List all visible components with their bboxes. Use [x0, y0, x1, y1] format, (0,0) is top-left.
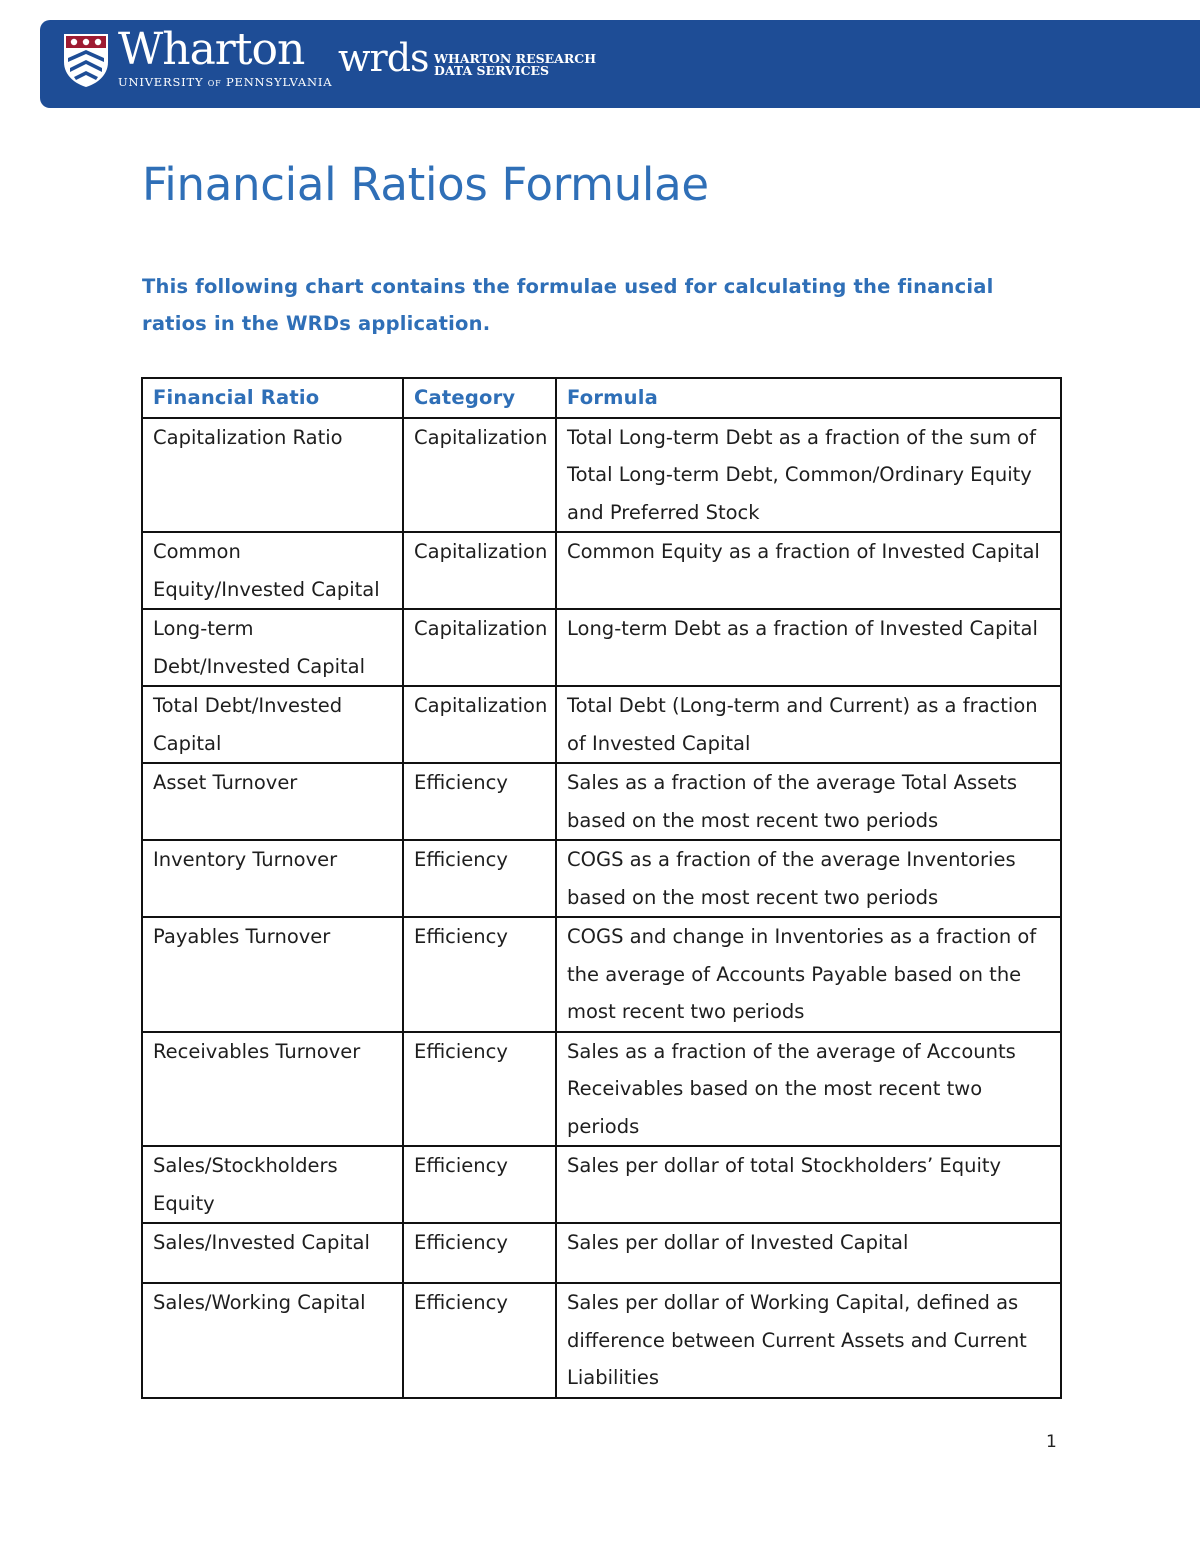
ratio-name: Common Equity/Invested Capital — [142, 532, 403, 609]
ratio-category: Capitalization — [403, 609, 556, 686]
table-row — [142, 1223, 1061, 1283]
ratio-category: Efficiency — [403, 1223, 556, 1283]
ratio-category: Efficiency — [403, 1146, 556, 1223]
table-row — [142, 840, 1061, 917]
ratio-formula: Long-term Debt as a fraction of Invested Capital — [556, 609, 1061, 686]
ratio-formula: Sales per dollar of Working Capital, defined as difference between Current Assets and Current Liabilities — [556, 1283, 1061, 1398]
table-row — [142, 763, 1061, 840]
ratio-category: Efficiency — [403, 917, 556, 1032]
table-row — [142, 1032, 1061, 1147]
ratio-category: Efficiency — [403, 840, 556, 917]
table-header-row — [142, 378, 1061, 418]
ratio-formula: COGS as a fraction of the average Inventories based on the most recent two periods — [556, 840, 1061, 917]
page-title: Financial Ratios Formulae — [142, 158, 709, 211]
page-number: 1 — [1046, 1432, 1057, 1452]
ratio-formula: Common Equity as a fraction of Invested Capital — [556, 532, 1061, 609]
header-category: Category — [403, 378, 556, 418]
table-row — [142, 418, 1061, 533]
ratio-category: Capitalization — [403, 418, 556, 533]
intro-paragraph: This following chart contains the formulae used for calculating the financial ratios in the WRDs application. — [142, 275, 994, 335]
wharton-logo-text: Wharton — [118, 24, 305, 75]
ratio-name: Capitalization Ratio — [142, 418, 403, 533]
ratio-name: Total Debt/Invested Capital — [142, 686, 403, 763]
ratio-name: Receivables Turnover — [142, 1032, 403, 1147]
table-row — [142, 1146, 1061, 1223]
header-financial-ratio: Financial Ratio — [142, 378, 403, 418]
university-name: UNIVERSITY of PENNSYLVANIA — [118, 75, 333, 89]
table-row — [142, 917, 1061, 1032]
wrds-full-name-line1: WHARTON RESEARCH — [434, 51, 596, 66]
wrds-logo-text: wrds — [338, 36, 429, 80]
ratio-formula: Total Debt (Long-term and Current) as a fraction of Invested Capital — [556, 686, 1061, 763]
ratio-category: Efficiency — [403, 1032, 556, 1147]
ratio-name: Inventory Turnover — [142, 840, 403, 917]
ratio-formula: Sales as a fraction of the average Total Assets based on the most recent two periods — [556, 763, 1061, 840]
header-formula: Formula — [556, 378, 1061, 418]
table-row — [142, 609, 1061, 686]
ratio-name: Asset Turnover — [142, 763, 403, 840]
ratio-category: Capitalization — [403, 532, 556, 609]
ratio-name: Sales/Invested Capital — [142, 1223, 403, 1283]
ratio-category: Efficiency — [403, 1283, 556, 1398]
ratio-category: Efficiency — [403, 763, 556, 840]
wrds-full-name-line2: DATA SERVICES — [434, 63, 550, 78]
penn-shield-icon — [62, 32, 110, 88]
ratio-formula: Total Long-term Debt as a fraction of the sum of Total Long-term Debt, Common/Ordinary Equity and Preferred Stock — [556, 418, 1061, 533]
table-row — [142, 686, 1061, 763]
wrds-full-name — [434, 53, 596, 77]
ratio-name: Payables Turnover — [142, 917, 403, 1032]
ratio-name: Long-term Debt/Invested Capital — [142, 609, 403, 686]
ratio-formula: Sales as a fraction of the average of Accounts Receivables based on the most recent two periods — [556, 1032, 1061, 1147]
ratio-formula: Sales per dollar of Invested Capital — [556, 1223, 1061, 1283]
ratio-name: Sales/Working Capital — [142, 1283, 403, 1398]
ratio-formula: Sales per dollar of total Stockholders’ Equity — [556, 1146, 1061, 1223]
table-row — [142, 532, 1061, 609]
ratio-category: Capitalization — [403, 686, 556, 763]
ratios-table — [141, 377, 1062, 1399]
table-row — [142, 1283, 1061, 1398]
header-banner — [40, 20, 1200, 108]
ratio-formula: COGS and change in Inventories as a fraction of the average of Accounts Payable based on the most recent two periods — [556, 917, 1061, 1032]
ratio-name: Sales/Stockholders Equity — [142, 1146, 403, 1223]
